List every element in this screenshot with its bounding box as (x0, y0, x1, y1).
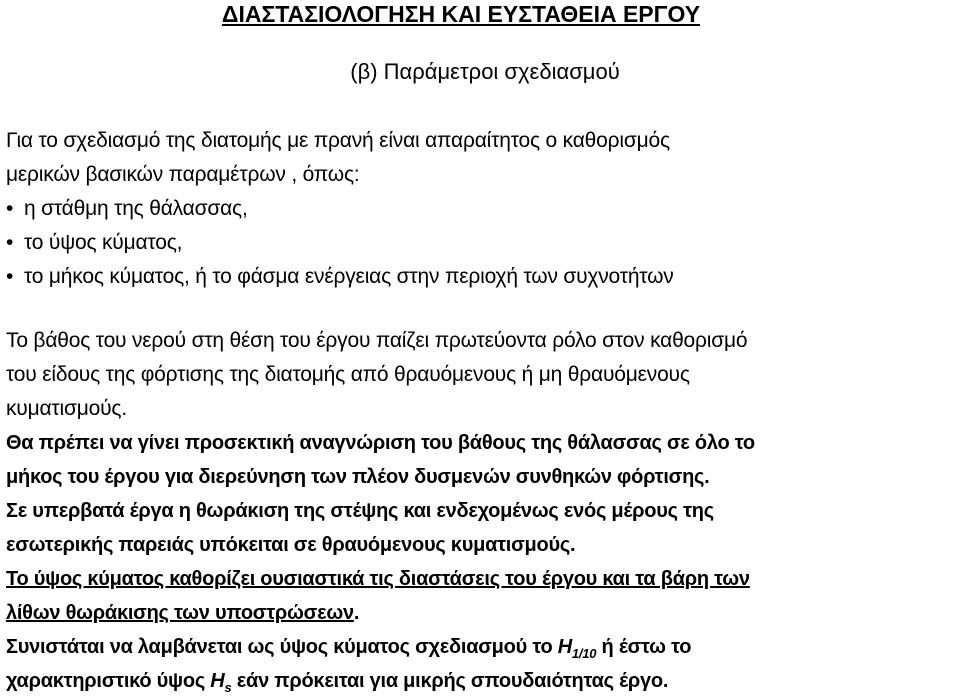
wave-height-period: . (353, 602, 360, 624)
recognition-line: μήκος του έργου για διερεύνηση των πλέον δυσμενών συνθηκών φόρτισης. (6, 466, 710, 488)
wave-height-underlined: λίθων θωράκισης των υποστρώσεων (6, 602, 354, 624)
page-title: ΔΙΑΣΤΑΣΙΟΛΟΓΗΣΗ ΚΑΙ ΕΥΣΤΑΘΕΙΑ ΕΡΓΟΥ (221, 1, 701, 27)
depth-paragraph (6, 324, 956, 426)
recommendation-text: Συνιστάται να λαμβάνεται ως ύψος κύματος σχεδιασμού το (6, 636, 558, 658)
overtopping-line: Σε υπερβατά έργα η θωράκιση της στέψης και ενδεχομένως ενός μέρους της (6, 500, 714, 522)
bullet-text: η στάθμη της θάλασσας, (24, 197, 248, 220)
hs-subscript: s (224, 680, 232, 695)
hs-letter: H (210, 670, 225, 692)
page-subtitle: (β) Παράμετροι σχεδιασμού (350, 59, 620, 84)
bullet-item (6, 260, 956, 294)
paragraph-line: Το βάθος του νερού στη θέση του έργου παίζει πρωτεύοντα ρόλο στον καθορισμό (6, 329, 748, 352)
h-letter: H (557, 636, 572, 658)
hs-symbol (210, 670, 232, 695)
h-symbol (557, 636, 597, 661)
bullet-text: το ύψος κύματος, (24, 231, 183, 254)
recognition-line: Θα πρέπει να γίνει προσεκτική αναγνώριση του βάθους της θάλασσας σε όλο το (6, 432, 755, 454)
intro-line: Για το σχεδιασμό της διατομής με πρανή είναι απαραίτητος ο καθορισμός (6, 129, 670, 152)
intro-line: μερικών βασικών παραμέτρων , όπως: (6, 163, 360, 186)
bullet-icon: • (6, 231, 14, 254)
bullet-item (6, 192, 956, 226)
intro-section (6, 124, 956, 294)
recommendation-text: χαρακτηριστικό ύψος (6, 670, 211, 692)
paragraph-line: κυματισμούς. (6, 397, 127, 420)
wave-height-line: Το ύψος κύματος καθορίζει ουσιαστικά τις διαστάσεις του έργου και τα βάρη των (6, 568, 750, 590)
bullet-text: το μήκος κύματος, ή το φάσμα ενέργειας στην περιοχή των συχνοτήτων (24, 265, 674, 288)
recommendation-text: εάν πρόκειται για μικρής σπουδαιότητας έργο. (231, 670, 669, 692)
bullet-item (6, 226, 956, 260)
overtopping-line: εσωτερικής παρειάς υπόκειται σε θραυόμενους κυματισμούς. (6, 534, 576, 556)
recommendation-line (6, 664, 956, 698)
bullet-icon: • (6, 265, 14, 288)
bold-section (6, 426, 956, 698)
h-subscript: 1/10 (571, 646, 597, 661)
recommendation-line (6, 630, 956, 664)
recommendation-text: ή έστω το (596, 636, 692, 658)
bullet-icon: • (6, 197, 14, 220)
paragraph-line: του είδους της φόρτισης της διατομής από θραυόμενους ή μη θραυόμενους (6, 363, 690, 386)
wave-height-line (6, 596, 956, 630)
